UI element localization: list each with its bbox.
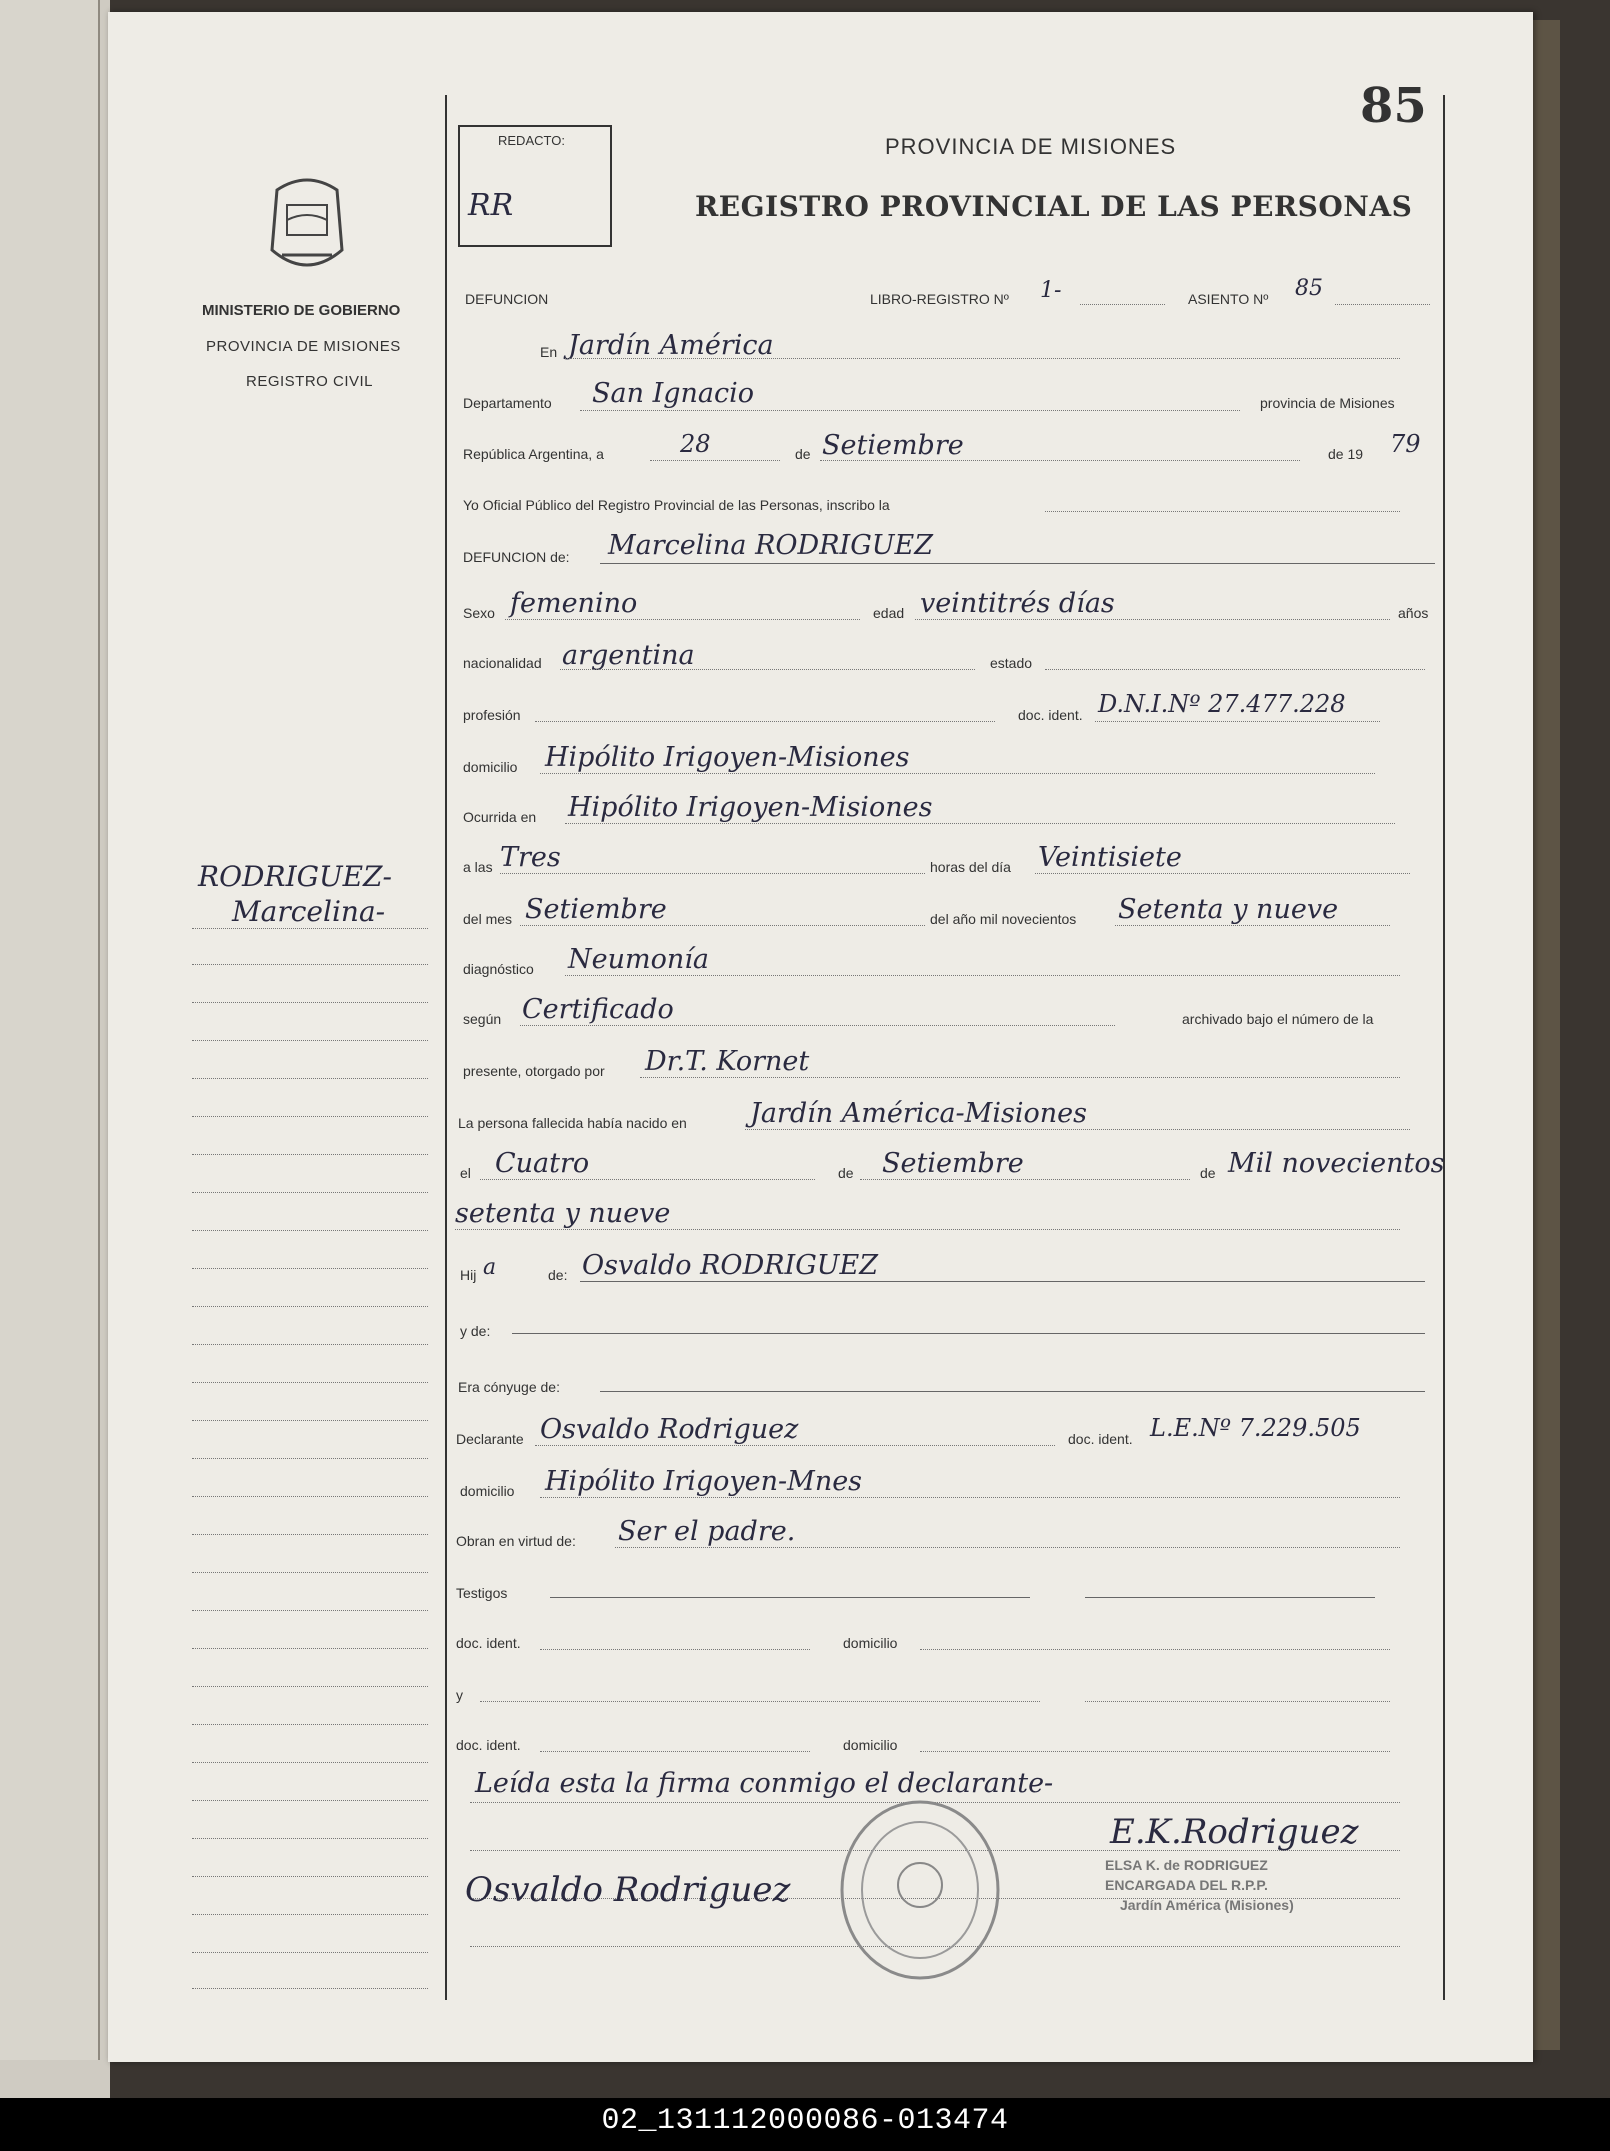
obran-value: Ser el padre. bbox=[618, 1516, 796, 1547]
dia-value: 28 bbox=[680, 430, 711, 458]
defuncion-heading: DEFUNCION bbox=[465, 291, 549, 307]
profesion-label: profesión bbox=[463, 707, 521, 723]
hora-line bbox=[500, 873, 925, 874]
closing-statement: Leída esta la firma conmigo el declarante- bbox=[475, 1768, 1054, 1799]
t-dom-line bbox=[920, 1649, 1390, 1650]
ocurrida-label: Ocurrida en bbox=[463, 809, 537, 825]
mes-value: Setiembre bbox=[822, 430, 964, 461]
official-seal-stamp-icon bbox=[830, 1800, 1010, 1980]
segun-label: según bbox=[463, 1011, 502, 1027]
testigo-1-line bbox=[550, 1597, 1030, 1598]
decl-dom-line bbox=[540, 1497, 1400, 1498]
domicilio-value: Hipólito Irigoyen-Misiones bbox=[545, 742, 910, 773]
death-record-page bbox=[108, 12, 1533, 2062]
presente-label: presente, otorgado por bbox=[463, 1063, 605, 1079]
sexo-value: femenino bbox=[510, 588, 638, 619]
asiento-value: 85 bbox=[1295, 276, 1323, 301]
presente-value: Dr.T. Kornet bbox=[645, 1046, 810, 1077]
profesion-line bbox=[535, 721, 995, 722]
stamp-official-name: ELSA K. de RODRIGUEZ bbox=[1105, 1857, 1268, 1873]
departamento-label: Departamento bbox=[463, 395, 552, 411]
t-doc-label: doc. ident. bbox=[456, 1635, 521, 1651]
redacto-label: REDACTO: bbox=[498, 133, 565, 148]
y-label: y bbox=[456, 1687, 463, 1703]
en-value: Jardín América bbox=[568, 330, 774, 361]
deceased-name-line bbox=[600, 563, 1435, 564]
decl-doc-value: L.E.Nº 7.229.505 bbox=[1150, 1414, 1361, 1442]
anio-value: Setenta y nueve bbox=[1118, 894, 1339, 925]
segun-value: Certificado bbox=[522, 994, 674, 1025]
testigo-1b-line bbox=[1085, 1597, 1375, 1598]
dia-text-value: Veintisiete bbox=[1038, 842, 1182, 873]
t2-doc-line bbox=[540, 1751, 810, 1752]
stamp-official-title: ENCARGADA DEL R.P.P. bbox=[1105, 1877, 1268, 1893]
hij-de-label: de: bbox=[548, 1267, 568, 1283]
declarante-signature: Osvaldo Rodriguez bbox=[465, 1870, 791, 1910]
testigo-2b-line bbox=[1085, 1701, 1390, 1702]
nac-mes-line bbox=[860, 1179, 1190, 1180]
mil-value: Mil novecientos bbox=[1228, 1148, 1445, 1179]
right-border-line bbox=[1443, 95, 1445, 2000]
doc-ident-line bbox=[1095, 721, 1380, 722]
provincia-label: provincia de Misiones bbox=[1260, 395, 1395, 411]
mil-value-continuation: setenta y nueve bbox=[455, 1198, 671, 1229]
decl-dom-value: Hipólito Irigoyen-Mnes bbox=[545, 1466, 863, 1497]
edad-label: edad bbox=[873, 605, 905, 621]
nacionalidad-line bbox=[560, 669, 975, 670]
sexo-label: Sexo bbox=[463, 605, 495, 621]
declarante-line bbox=[535, 1445, 1055, 1446]
mes-text-value: Setiembre bbox=[525, 894, 667, 925]
departamento-line bbox=[580, 410, 1240, 411]
de-label-2: de bbox=[838, 1165, 854, 1181]
diagnostico-line bbox=[565, 975, 1400, 976]
edad-line bbox=[915, 619, 1390, 620]
departamento-value: San Ignacio bbox=[592, 378, 755, 409]
nacionalidad-value: argentina bbox=[562, 640, 695, 671]
anio-label: del año mil novecientos bbox=[930, 911, 1077, 927]
nacido-line bbox=[745, 1129, 1410, 1130]
nacido-label: La persona fallecida había nacido en bbox=[458, 1115, 687, 1131]
hij-value: a bbox=[483, 1255, 497, 1280]
libro-line bbox=[1080, 304, 1165, 305]
sexo-line bbox=[505, 619, 860, 620]
header-province: PROVINCIA DE MISIONES bbox=[885, 134, 1177, 159]
obran-label: Obran en virtud de: bbox=[456, 1533, 576, 1549]
domicilio-line bbox=[540, 773, 1375, 774]
hij-label: Hij bbox=[460, 1267, 477, 1283]
ministry-registry: REGISTRO CIVIL bbox=[246, 373, 374, 390]
decl-doc-label: doc. ident. bbox=[1068, 1431, 1133, 1447]
provincial-seal-icon bbox=[262, 170, 352, 280]
margin-surname: RODRIGUEZ- bbox=[198, 860, 392, 893]
page-number: 85 bbox=[1360, 78, 1427, 134]
obran-line bbox=[615, 1547, 1400, 1548]
domicilio-label: domicilio bbox=[463, 759, 518, 775]
redacto-initials: RR bbox=[468, 188, 514, 223]
anio-line bbox=[1115, 925, 1390, 926]
libro-label: LIBRO-REGISTRO Nº bbox=[870, 291, 1009, 307]
de-year-label: de 19 bbox=[1328, 446, 1364, 462]
conyuge-line bbox=[600, 1391, 1425, 1392]
asiento-label: ASIENTO Nº bbox=[1188, 291, 1269, 307]
edad-value: veintitrés días bbox=[920, 588, 1115, 619]
nac-mes-value: Setiembre bbox=[882, 1148, 1024, 1179]
mes-text-line bbox=[520, 925, 925, 926]
padre-value: Osvaldo RODRIGUEZ bbox=[582, 1250, 878, 1281]
republica-label: República Argentina, a bbox=[463, 446, 604, 462]
stamp-official-location: Jardín América (Misiones) bbox=[1120, 1897, 1294, 1913]
t2-doc-label: doc. ident. bbox=[456, 1737, 521, 1753]
segun-line bbox=[520, 1025, 1115, 1026]
ministry-title: MINISTERIO DE GOBIERNO bbox=[202, 302, 401, 319]
ocurrida-line bbox=[565, 823, 1395, 824]
diagnostico-value: Neumonía bbox=[568, 944, 709, 975]
conyuge-label: Era cónyuge de: bbox=[458, 1379, 560, 1395]
asiento-line bbox=[1335, 304, 1430, 305]
archivado-label: archivado bajo el número de la bbox=[1182, 1011, 1374, 1027]
oficial-label: Yo Oficial Público del Registro Provincial de las Personas, inscribo la bbox=[463, 497, 890, 513]
defuncion-de-label: DEFUNCION de: bbox=[463, 549, 570, 565]
a-las-label: a las bbox=[463, 859, 493, 875]
y-de-label: y de: bbox=[460, 1323, 491, 1339]
doc-ident-value: D.N.I.Nº 27.477.228 bbox=[1098, 690, 1346, 718]
ministry-province: PROVINCIA DE MISIONES bbox=[206, 338, 401, 355]
ocurrida-value: Hipólito Irigoyen-Misiones bbox=[568, 792, 933, 823]
oficial-line bbox=[1045, 511, 1400, 512]
el-line bbox=[480, 1179, 815, 1180]
testigos-label: Testigos bbox=[456, 1585, 508, 1601]
t-doc-line bbox=[540, 1649, 810, 1650]
en-label: En bbox=[540, 344, 558, 360]
madre-line bbox=[512, 1333, 1425, 1334]
image-caption: 02_131112000086-013474 bbox=[601, 2104, 1009, 2138]
official-signature: E.K.Rodriguez bbox=[1110, 1812, 1359, 1852]
declarante-label: Declarante bbox=[456, 1431, 524, 1447]
declarante-value: Osvaldo Rodriguez bbox=[540, 1414, 799, 1445]
nacionalidad-label: nacionalidad bbox=[463, 655, 542, 671]
anos-label: años bbox=[1398, 605, 1429, 621]
t-dom-label: domicilio bbox=[843, 1635, 898, 1651]
mes-line bbox=[820, 460, 1300, 461]
nacido-value: Jardín América-Misiones bbox=[750, 1098, 1087, 1129]
deceased-name: Marcelina RODRIGUEZ bbox=[608, 530, 933, 561]
hora-value: Tres bbox=[500, 842, 561, 873]
el-label: el bbox=[460, 1165, 471, 1181]
previous-page-edge bbox=[0, 0, 100, 2060]
diagnostico-label: diagnóstico bbox=[463, 961, 534, 977]
margin-given-name: Marcelina- bbox=[232, 895, 386, 928]
estado-label: estado bbox=[990, 655, 1033, 671]
en-line bbox=[565, 358, 1400, 359]
doc-ident-label: doc. ident. bbox=[1018, 707, 1083, 723]
de-label: de bbox=[795, 446, 811, 462]
t2-dom-line bbox=[920, 1751, 1390, 1752]
libro-value: 1- bbox=[1040, 278, 1062, 303]
t2-dom-label: domicilio bbox=[843, 1737, 898, 1753]
header-registry: REGISTRO PROVINCIAL DE LAS PERSONAS bbox=[695, 190, 1413, 223]
mil-continuation-line bbox=[455, 1229, 1400, 1230]
presente-line bbox=[640, 1077, 1400, 1078]
de-mil-label: de bbox=[1200, 1165, 1216, 1181]
dia-text-line bbox=[1035, 873, 1410, 874]
el-value: Cuatro bbox=[495, 1148, 590, 1179]
decl-dom-label: domicilio bbox=[460, 1483, 515, 1499]
year-value: 79 bbox=[1390, 430, 1421, 458]
del-mes-label: del mes bbox=[463, 911, 513, 927]
estado-line bbox=[1045, 669, 1425, 670]
dia-line bbox=[650, 460, 780, 461]
margin-divider-line bbox=[445, 95, 447, 2000]
padre-line bbox=[580, 1281, 1425, 1282]
testigo-2-line bbox=[480, 1701, 1040, 1702]
horas-label: horas del día bbox=[930, 859, 1011, 875]
